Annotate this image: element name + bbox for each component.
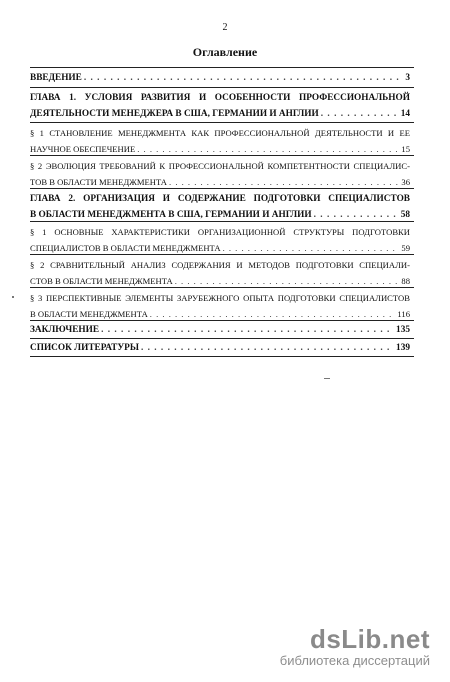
rule-under-chapter-2 [30, 221, 414, 222]
toc-entry-chapter-1[interactable] [30, 90, 410, 122]
toc-entry-references[interactable] [30, 340, 410, 356]
watermark-subtitle: библиотека диссертаций [279, 653, 430, 668]
rule-under-section-2-3 [30, 320, 414, 321]
rule-under-conclusion [30, 338, 414, 339]
toc-entry-section-2-3[interactable] [30, 290, 410, 322]
entry-title: СПИСОК ЛИТЕРАТУРЫ [30, 343, 139, 353]
scan-speck [12, 296, 14, 298]
leader-dots [84, 70, 403, 86]
toc-entry-chapter-2[interactable] [30, 191, 410, 223]
entry-title-line1: ГЛАВА 2. ОРГАНИЗАЦИЯ И СОДЕРЖАНИЕ ПОДГОТОВКИ СПЕЦИАЛИСТОВ [30, 194, 410, 204]
entry-title-line2: ДЕЯТЕЛЬНОСТИ МЕНЕДЖЕРА В США, ГЕРМАНИИ И АНГЛИИ [30, 109, 319, 119]
watermark [280, 624, 430, 668]
entry-title-line1: § 3 ПЕРСПЕКТИВНЫЕ ЭЛЕМЕНТЫ ЗАРУБЕЖНОГО ОПЫТА ПОДГОТОВКИ СПЕЦИАЛИСТОВ [30, 293, 410, 303]
rule-under-section-2-1 [30, 254, 414, 255]
entry-title-line2: ТОВ В ОБЛАСТИ МЕНЕДЖМЕНТА [30, 177, 168, 187]
toc-entry-section-1-2[interactable] [30, 158, 410, 190]
entry-title-line2: СПЕЦИАЛИСТОВ В ОБЛАСТИ МЕНЕДЖМЕНТА [30, 243, 221, 253]
entry-title: ВВЕДЕНИЕ [30, 73, 82, 83]
rule-under-introduction [30, 87, 414, 88]
entry-page: 139 [396, 343, 410, 353]
entry-title-line2: НАУЧНОЕ ОБЕСПЕЧЕНИЕ [30, 144, 136, 154]
entry-page: 59 [401, 243, 410, 253]
leader-dots [141, 340, 394, 356]
entry-title-line1: § 1 ОСНОВНЫЕ ХАРАКТЕРИСТИКИ ОРГАНИЗАЦИОННОЙ СТРУКТУРЫ ПОДГОТОВКИ [30, 227, 410, 237]
rule-under-section-2-2 [30, 287, 414, 288]
page-number: 2 [222, 22, 228, 33]
entry-page: 36 [401, 177, 410, 187]
entry-title-line1: § 2 ЭВОЛЮЦИЯ ТРЕБОВАНИЙ К ПРОФЕССИОНАЛЬНОЙ КОМПЕТЕНТНОСТИ СПЕЦИАЛИС- [30, 161, 410, 171]
entry-title-line2: В ОБЛАСТИ МЕНЕДЖМЕНТА [30, 309, 148, 319]
rule-under-section-1-1 [30, 155, 414, 156]
leader-dots [101, 322, 394, 338]
rule-under-section-1-2 [30, 188, 414, 189]
toc-entry-section-1-1[interactable] [30, 125, 410, 157]
entry-title-line1: § 2 СРАВНИТЕЛЬНЫЙ АНАЛИЗ СОДЕРЖАНИЯ И МЕТОДОВ ПОДГОТОВКИ СПЕЦИАЛИ- [30, 260, 410, 270]
toc-entry-conclusion[interactable] [30, 322, 410, 338]
entry-title-line1: ГЛАВА 1. УСЛОВИЯ РАЗВИТИЯ И ОСОБЕННОСТИ ПРОФЕССИОНАЛЬНОЙ [30, 93, 410, 103]
entry-page: 116 [397, 309, 410, 319]
entry-title-line2: В ОБЛАСТИ МЕНЕДЖМЕНТА В США, ГЕРМАНИИ И АНГЛИИ [30, 210, 312, 220]
entry-page: 3 [405, 73, 410, 83]
entry-page: 135 [396, 325, 410, 335]
scan-speck [324, 378, 330, 379]
top-rule [30, 67, 414, 68]
rule-under-references [30, 356, 414, 357]
leader-dots [321, 106, 399, 122]
toc-title: Оглавление [192, 45, 258, 59]
toc-entry-section-2-2[interactable] [30, 257, 410, 289]
toc-entry-introduction[interactable] [30, 70, 410, 86]
toc-entry-section-2-1[interactable] [30, 224, 410, 256]
watermark-logo: dsLib.net [309, 624, 430, 654]
entry-title-line1: § 1 СТАНОВЛЕНИЕ МЕНЕДЖМЕНТА КАК ПРОФЕССИОНАЛЬНОЙ ДЕЯТЕЛЬНОСТИ И ЕЕ [30, 128, 410, 138]
entry-page: 14 [400, 109, 410, 119]
entry-page: 58 [400, 210, 410, 220]
entry-title-line2: СТОВ В ОБЛАСТИ МЕНЕДЖМЕНТА [30, 276, 173, 286]
rule-under-chapter-1 [30, 122, 414, 123]
entry-title: ЗАКЛЮЧЕНИЕ [30, 325, 100, 335]
entry-page: 15 [401, 144, 410, 154]
entry-page: 88 [401, 276, 410, 286]
